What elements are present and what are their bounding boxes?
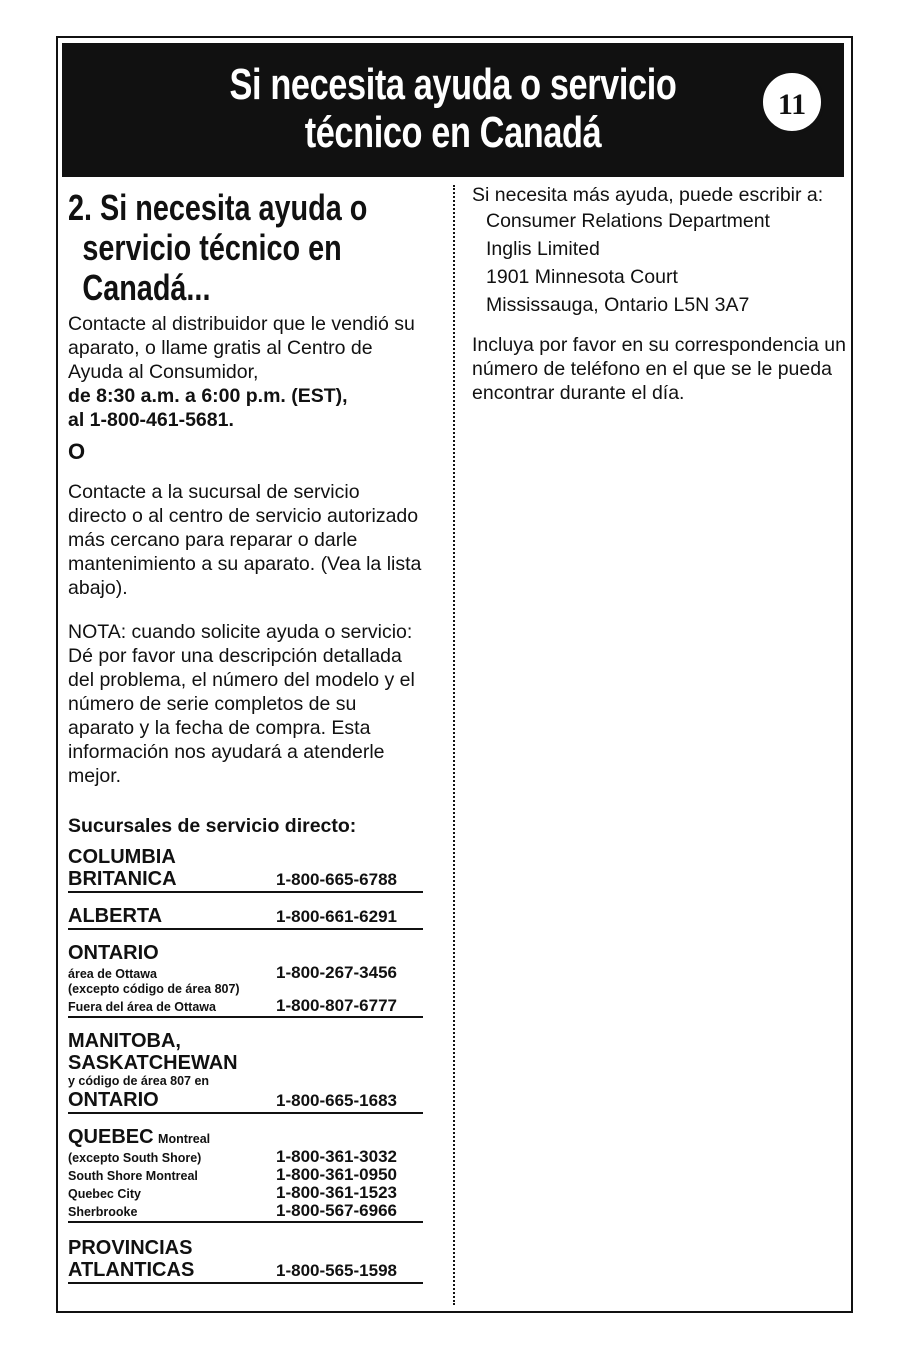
branch-at-name1: PROVINCIAS (68, 1237, 193, 1259)
branch-qc-r2-phone: 1-800-361-0950 (276, 1165, 397, 1184)
branch-qc-r3-phone: 1-800-361-1523 (276, 1183, 397, 1202)
banner-title (148, 61, 758, 157)
branch-ab-phone: 1-800-661-6291 (276, 907, 397, 926)
right-column (472, 183, 847, 405)
branch-bc-name2: BRITANICA (68, 868, 177, 890)
branch-qc-r4-phone: 1-800-567-6966 (276, 1201, 397, 1220)
branches-title: Sucursales de servicio directo: (68, 815, 357, 837)
branch-mb-name2: SASKATCHEWAN (68, 1052, 238, 1074)
branch-qc (68, 1126, 423, 1223)
note-text: NOTA: cuando solicite ayuda o servicio: Dé por favor una descripción detallada del problema, el número del modelo y el número de serie completos de su aparato y la fecha de compra. Esta información nos ayudará a atenderle mejor. (68, 621, 415, 787)
or-text: O (68, 439, 86, 464)
branch-on-r2-label: (excepto código de área 807) (68, 982, 240, 996)
branch-qc-name-sub: Montreal (158, 1132, 211, 1146)
hours-text: de 8:30 a.m. a 6:00 p.m. (EST), (68, 385, 348, 407)
branch-qc-r2-label: South Shore Montreal (68, 1169, 198, 1183)
branch-on-r1-label: área de Ottawa (68, 967, 157, 981)
branch-bc-name1: COLUMBIA (68, 846, 176, 868)
phone-text: al 1-800-461-5681. (68, 409, 234, 431)
branch-at-phone: 1-800-565-1598 (276, 1261, 397, 1280)
branch-mb (68, 1030, 423, 1114)
branch-qc-name: QUEBEC (68, 1126, 154, 1148)
left-column (68, 188, 423, 1284)
branch-on (68, 942, 423, 1018)
mail-intro: Si necesita más ayuda, puede escribir a: (472, 184, 824, 206)
heading-line3: Canadá... (82, 267, 211, 308)
intro-text: Contacte al distribuidor que le vendió su aparato, o llame gratis al Centro de Ayuda al Consumidor, (68, 313, 415, 383)
branch-mb-sub: y código de área 807 en (68, 1074, 210, 1088)
branch-qc-r3-label: Quebec City (68, 1187, 141, 1201)
branch-on-r3-phone: 1-800-807-6777 (276, 996, 397, 1015)
service-text: Contacte a la sucursal de servicio directo o al centro de servicio autorizado más cercano para reparar o darle mantenimiento a su aparato. (Vea la lista abajo). (68, 481, 422, 599)
branch-mb-name3: ONTARIO (68, 1089, 159, 1111)
header-banner (62, 43, 844, 177)
heading-line1: 2. Si necesita ayuda o (68, 187, 368, 228)
branch-qc-r1-phone: 1-800-361-3032 (276, 1147, 397, 1166)
branch-at-name2: ATLANTICAS (68, 1259, 195, 1281)
page-number-badge: 11 (760, 70, 824, 134)
branch-on-r1-phone: 1-800-267-3456 (276, 963, 397, 982)
address-line: Consumer Relations Department (486, 210, 770, 232)
address-line: Inglis Limited (486, 238, 600, 260)
branch-at (68, 1237, 423, 1284)
mailing-address (472, 207, 847, 319)
branch-ab (68, 905, 423, 930)
branch-on-r3-label: Fuera del área de Ottawa (68, 1000, 216, 1014)
branch-qc-r1-label: (excepto South Shore) (68, 1151, 202, 1165)
heading-line2: servicio técnico en (82, 227, 342, 268)
branch-mb-phone: 1-800-665-1683 (276, 1091, 397, 1110)
branch-bc-phone: 1-800-665-6788 (276, 870, 397, 889)
branch-ab-name: ALBERTA (68, 905, 163, 927)
column-divider (453, 185, 455, 1305)
banner-title-line2: técnico en Canadá (304, 108, 602, 157)
address-line: 1901 Minnesota Court (486, 266, 678, 288)
address-line: Mississauga, Ontario L5N 3A7 (486, 294, 750, 316)
branch-on-name: ONTARIO (68, 942, 159, 964)
banner-title-line1: Si necesita ayuda o servicio (229, 60, 677, 109)
section-heading (68, 187, 368, 308)
branch-qc-r4-label: Sherbrooke (68, 1205, 138, 1219)
branch-bc (68, 846, 423, 893)
branch-mb-name1: MANITOBA, (68, 1030, 181, 1052)
mail-note: Incluya por favor en su correspondencia un número de teléfono en el que se le pueda encontrar durante el día. (472, 334, 846, 404)
